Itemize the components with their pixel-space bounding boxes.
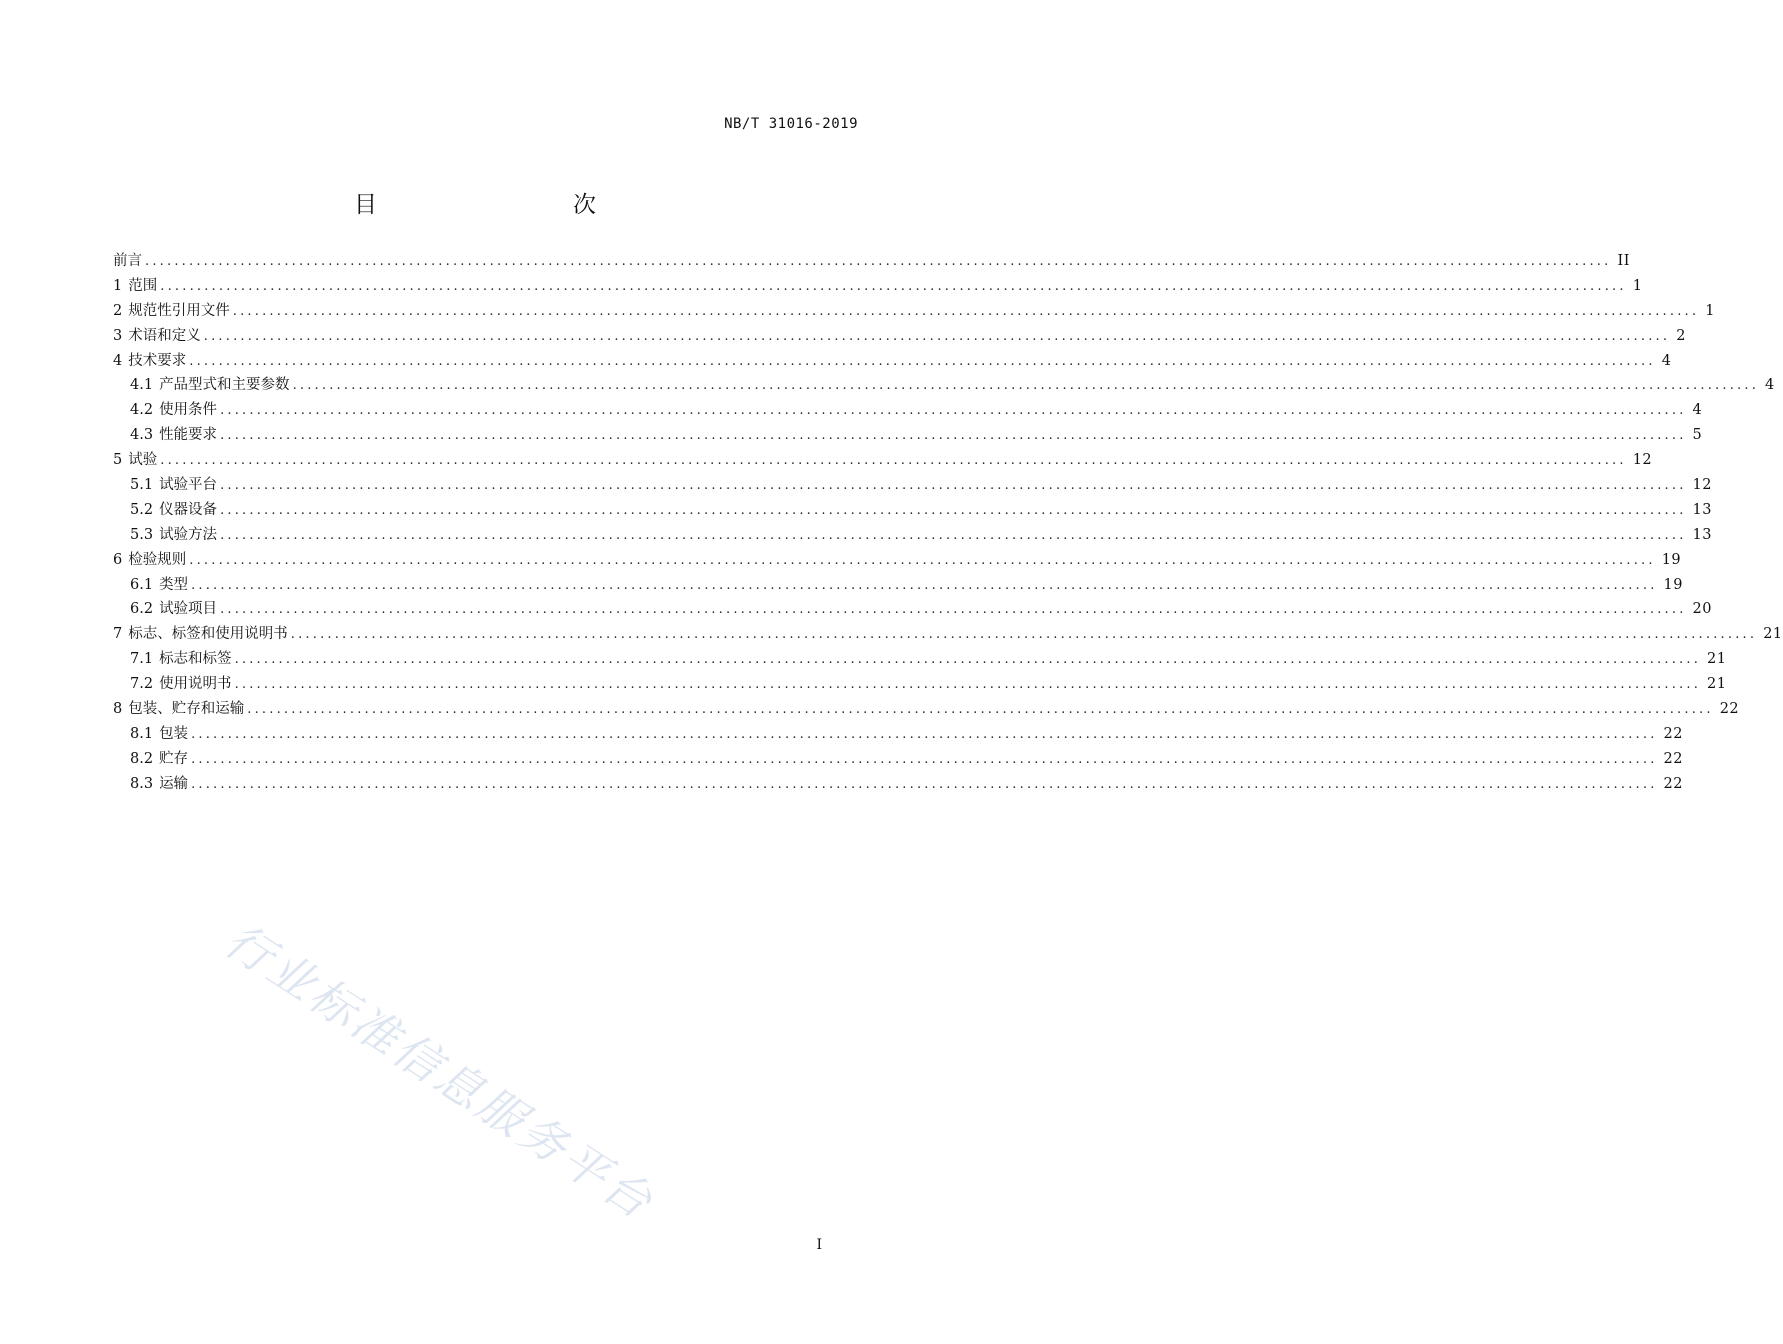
toc-entry-title: 运输 — [159, 775, 189, 792]
dot-leader: ........................................................................................................................................................................................................ — [191, 577, 1658, 593]
toc-entry-label — [130, 423, 220, 448]
toc-entry-page: 22 — [1663, 725, 1683, 742]
dot-leader: ........................................................................................................................................................................................................ — [191, 751, 1658, 767]
toc-entry-label — [130, 597, 220, 622]
toc-entry-title: 前言 — [113, 253, 142, 269]
toc-entry-number: 8.3 — [130, 775, 154, 792]
toc-entry[interactable] — [113, 398, 1703, 423]
toc-entry-number: 4.2 — [130, 402, 154, 419]
toc-entry-page: 4 — [1692, 402, 1703, 419]
toc-entry-number: 2 — [113, 302, 123, 319]
dot-leader: ........................................................................................................................................................................................................ — [191, 726, 1658, 742]
toc-entry[interactable] — [113, 448, 1653, 473]
dot-leader: ........................................................................................................................................................................................................ — [247, 702, 1714, 718]
toc-entry-title: 检验规则 — [128, 551, 187, 568]
toc-entry-page: 21 — [1707, 651, 1727, 668]
dot-leader: ........................................................................................................................................................................................................ — [189, 552, 1656, 568]
toc-entry-number: 8 — [113, 701, 123, 718]
toc-entry-label — [130, 373, 293, 398]
toc-entry-label — [130, 498, 220, 523]
toc-entry-title: 类型 — [159, 576, 189, 593]
toc-entry-number: 6.2 — [130, 601, 154, 618]
toc-entry[interactable] — [113, 672, 1727, 697]
toc-entry-label — [113, 448, 160, 473]
toc-entry-page: 21 — [1707, 676, 1727, 693]
toc-entry-number: 7.2 — [130, 676, 154, 693]
toc-entry[interactable] — [113, 373, 1775, 398]
toc-entry[interactable] — [113, 747, 1683, 772]
toc-entry[interactable] — [113, 622, 1783, 647]
dot-leader: ........................................................................................................................................................................................................ — [191, 776, 1658, 792]
toc-entry-page: 4 — [1765, 377, 1775, 394]
toc-entry-label — [113, 697, 247, 722]
toc-entry[interactable] — [113, 573, 1683, 598]
toc-entry-page: II — [1617, 253, 1630, 269]
toc-entry-page: 20 — [1692, 601, 1712, 618]
toc-entry-label — [113, 349, 189, 374]
toc-entry-label — [130, 473, 220, 498]
toc-entry-page: 5 — [1692, 427, 1703, 444]
watermark: 行业标准信息服务平台 — [215, 912, 665, 1231]
toc-entry-page: 1 — [1705, 302, 1715, 319]
dot-leader: ........................................................................................................................................................................................................ — [203, 328, 1671, 344]
dot-leader: ........................................................................................................................................................................................................ — [220, 428, 1687, 444]
toc-entry-title: 标志和标签 — [159, 651, 232, 668]
toc-entry-page: 13 — [1692, 526, 1712, 543]
dot-leader: ........................................................................................................................................................................................................ — [292, 378, 1760, 394]
toc-entry-number: 5.2 — [130, 501, 154, 518]
toc-entry-title: 贮存 — [159, 750, 189, 767]
toc-entry-page: 19 — [1663, 576, 1683, 593]
toc-entry-label — [113, 622, 291, 647]
toc-entry-title: 包装、贮存和运输 — [128, 701, 245, 718]
dot-leader: ........................................................................................................................................................................................................ — [220, 527, 1687, 543]
toc-entry-number: 6 — [113, 551, 123, 568]
toc-entry-page: 12 — [1632, 452, 1653, 469]
toc-entry-number: 4.3 — [130, 427, 154, 444]
toc-entry-label — [130, 772, 191, 797]
toc-entry[interactable] — [113, 523, 1712, 548]
toc-entry-page: 22 — [1719, 701, 1740, 718]
toc-entry[interactable] — [113, 423, 1703, 448]
toc-entry-page: 1 — [1632, 277, 1643, 294]
toc-entry[interactable] — [113, 647, 1727, 672]
dot-leader: ........................................................................................................................................................................................................ — [160, 278, 1627, 294]
toc-entry[interactable] — [113, 697, 1740, 722]
toc-entry-title: 使用条件 — [159, 402, 218, 419]
dot-leader: ........................................................................................................................................................................................................ — [234, 677, 1702, 693]
toc-entry-title: 仪器设备 — [159, 501, 218, 518]
toc-entry-title: 试验方法 — [159, 526, 218, 543]
toc-entry-title: 产品型式和主要参数 — [159, 377, 290, 394]
toc-entry-number: 5.3 — [130, 526, 154, 543]
toc-entry-title: 术语和定义 — [128, 327, 201, 344]
toc-entry-page: 22 — [1663, 750, 1683, 767]
toc-entry-number: 8.1 — [130, 725, 154, 742]
toc-entry-page: 21 — [1763, 626, 1783, 643]
toc-entry-title: 性能要求 — [159, 427, 218, 444]
toc-entry[interactable] — [113, 349, 1672, 374]
toc-entry-page: 13 — [1692, 501, 1712, 518]
toc-entry-label — [113, 548, 189, 573]
toc-entry-label — [130, 573, 191, 598]
toc-entry[interactable] — [113, 249, 1630, 274]
toc-entry-number: 5 — [113, 452, 123, 469]
toc-entry-page: 19 — [1661, 551, 1682, 568]
toc-entry-title: 包装 — [159, 725, 189, 742]
dot-leader: ........................................................................................................................................................................................................ — [232, 303, 1700, 319]
table-of-contents — [113, 249, 1783, 797]
dot-leader: ........................................................................................................................................................................................................ — [220, 478, 1687, 494]
toc-entry-title: 范围 — [128, 277, 158, 294]
toc-entry-label — [113, 299, 233, 324]
dot-leader: ........................................................................................................................................................................................................ — [220, 502, 1687, 518]
toc-entry-label — [130, 647, 235, 672]
dot-leader: ........................................................................................................................................................................................................ — [290, 627, 1758, 643]
dot-leader: ........................................................................................................................................................................................................ — [234, 652, 1702, 668]
toc-entry-label — [130, 672, 235, 697]
toc-entry-label — [113, 324, 204, 349]
toc-entry[interactable] — [113, 299, 1715, 324]
toc-entry-page: 2 — [1676, 327, 1686, 344]
dot-leader: ........................................................................................................................................................................................................ — [220, 602, 1687, 618]
toc-entry-number: 7.1 — [130, 651, 154, 668]
dot-leader: ........................................................................................................................................................................................................ — [160, 453, 1627, 469]
toc-entry-title: 试验项目 — [159, 601, 218, 618]
toc-entry[interactable] — [113, 772, 1683, 797]
toc-entry-number: 7 — [113, 626, 123, 643]
toc-entry-number: 8.2 — [130, 750, 154, 767]
toc-entry[interactable] — [113, 548, 1682, 573]
toc-entry-number: 6.1 — [130, 576, 154, 593]
toc-entry-page: 22 — [1663, 775, 1683, 792]
toc-entry[interactable] — [113, 722, 1683, 747]
toc-entry[interactable] — [113, 274, 1643, 299]
toc-entry-title: 试验平台 — [159, 477, 218, 494]
dot-leader: ........................................................................................................................................................................................................ — [220, 403, 1687, 419]
toc-entry[interactable] — [113, 324, 1686, 349]
toc-entry-label — [130, 722, 191, 747]
toc-entry[interactable] — [113, 597, 1712, 622]
toc-entry-number: 3 — [113, 327, 123, 344]
toc-entry[interactable] — [113, 473, 1712, 498]
toc-entry-number: 4 — [113, 352, 123, 369]
toc-entry-title: 试验 — [128, 452, 158, 469]
toc-entry-label — [113, 249, 145, 274]
toc-entry-label — [130, 747, 191, 772]
toc-entry-title: 规范性引用文件 — [128, 302, 230, 319]
page-number: I — [816, 1237, 822, 1253]
dot-leader: ........................................................................................................................................................................................................ — [189, 353, 1656, 369]
toc-entry-label — [130, 398, 220, 423]
toc-entry-number: 4.1 — [130, 377, 154, 394]
toc-entry-label — [130, 523, 220, 548]
dot-leader: ........................................................................................................................................................................................................ — [145, 254, 1612, 269]
toc-entry[interactable] — [113, 498, 1712, 523]
standard-code: NB/T 31016-2019 — [724, 116, 858, 132]
toc-entry-page: 12 — [1692, 477, 1712, 494]
toc-entry-title: 标志、标签和使用说明书 — [128, 626, 288, 643]
toc-entry-title: 技术要求 — [128, 352, 187, 369]
toc-entry-label — [113, 274, 160, 299]
toc-entry-number: 1 — [113, 277, 123, 294]
toc-entry-title: 使用说明书 — [159, 676, 232, 693]
toc-entry-number: 5.1 — [130, 477, 154, 494]
toc-entry-page: 4 — [1661, 352, 1672, 369]
page-title: 目 次 — [354, 192, 646, 218]
